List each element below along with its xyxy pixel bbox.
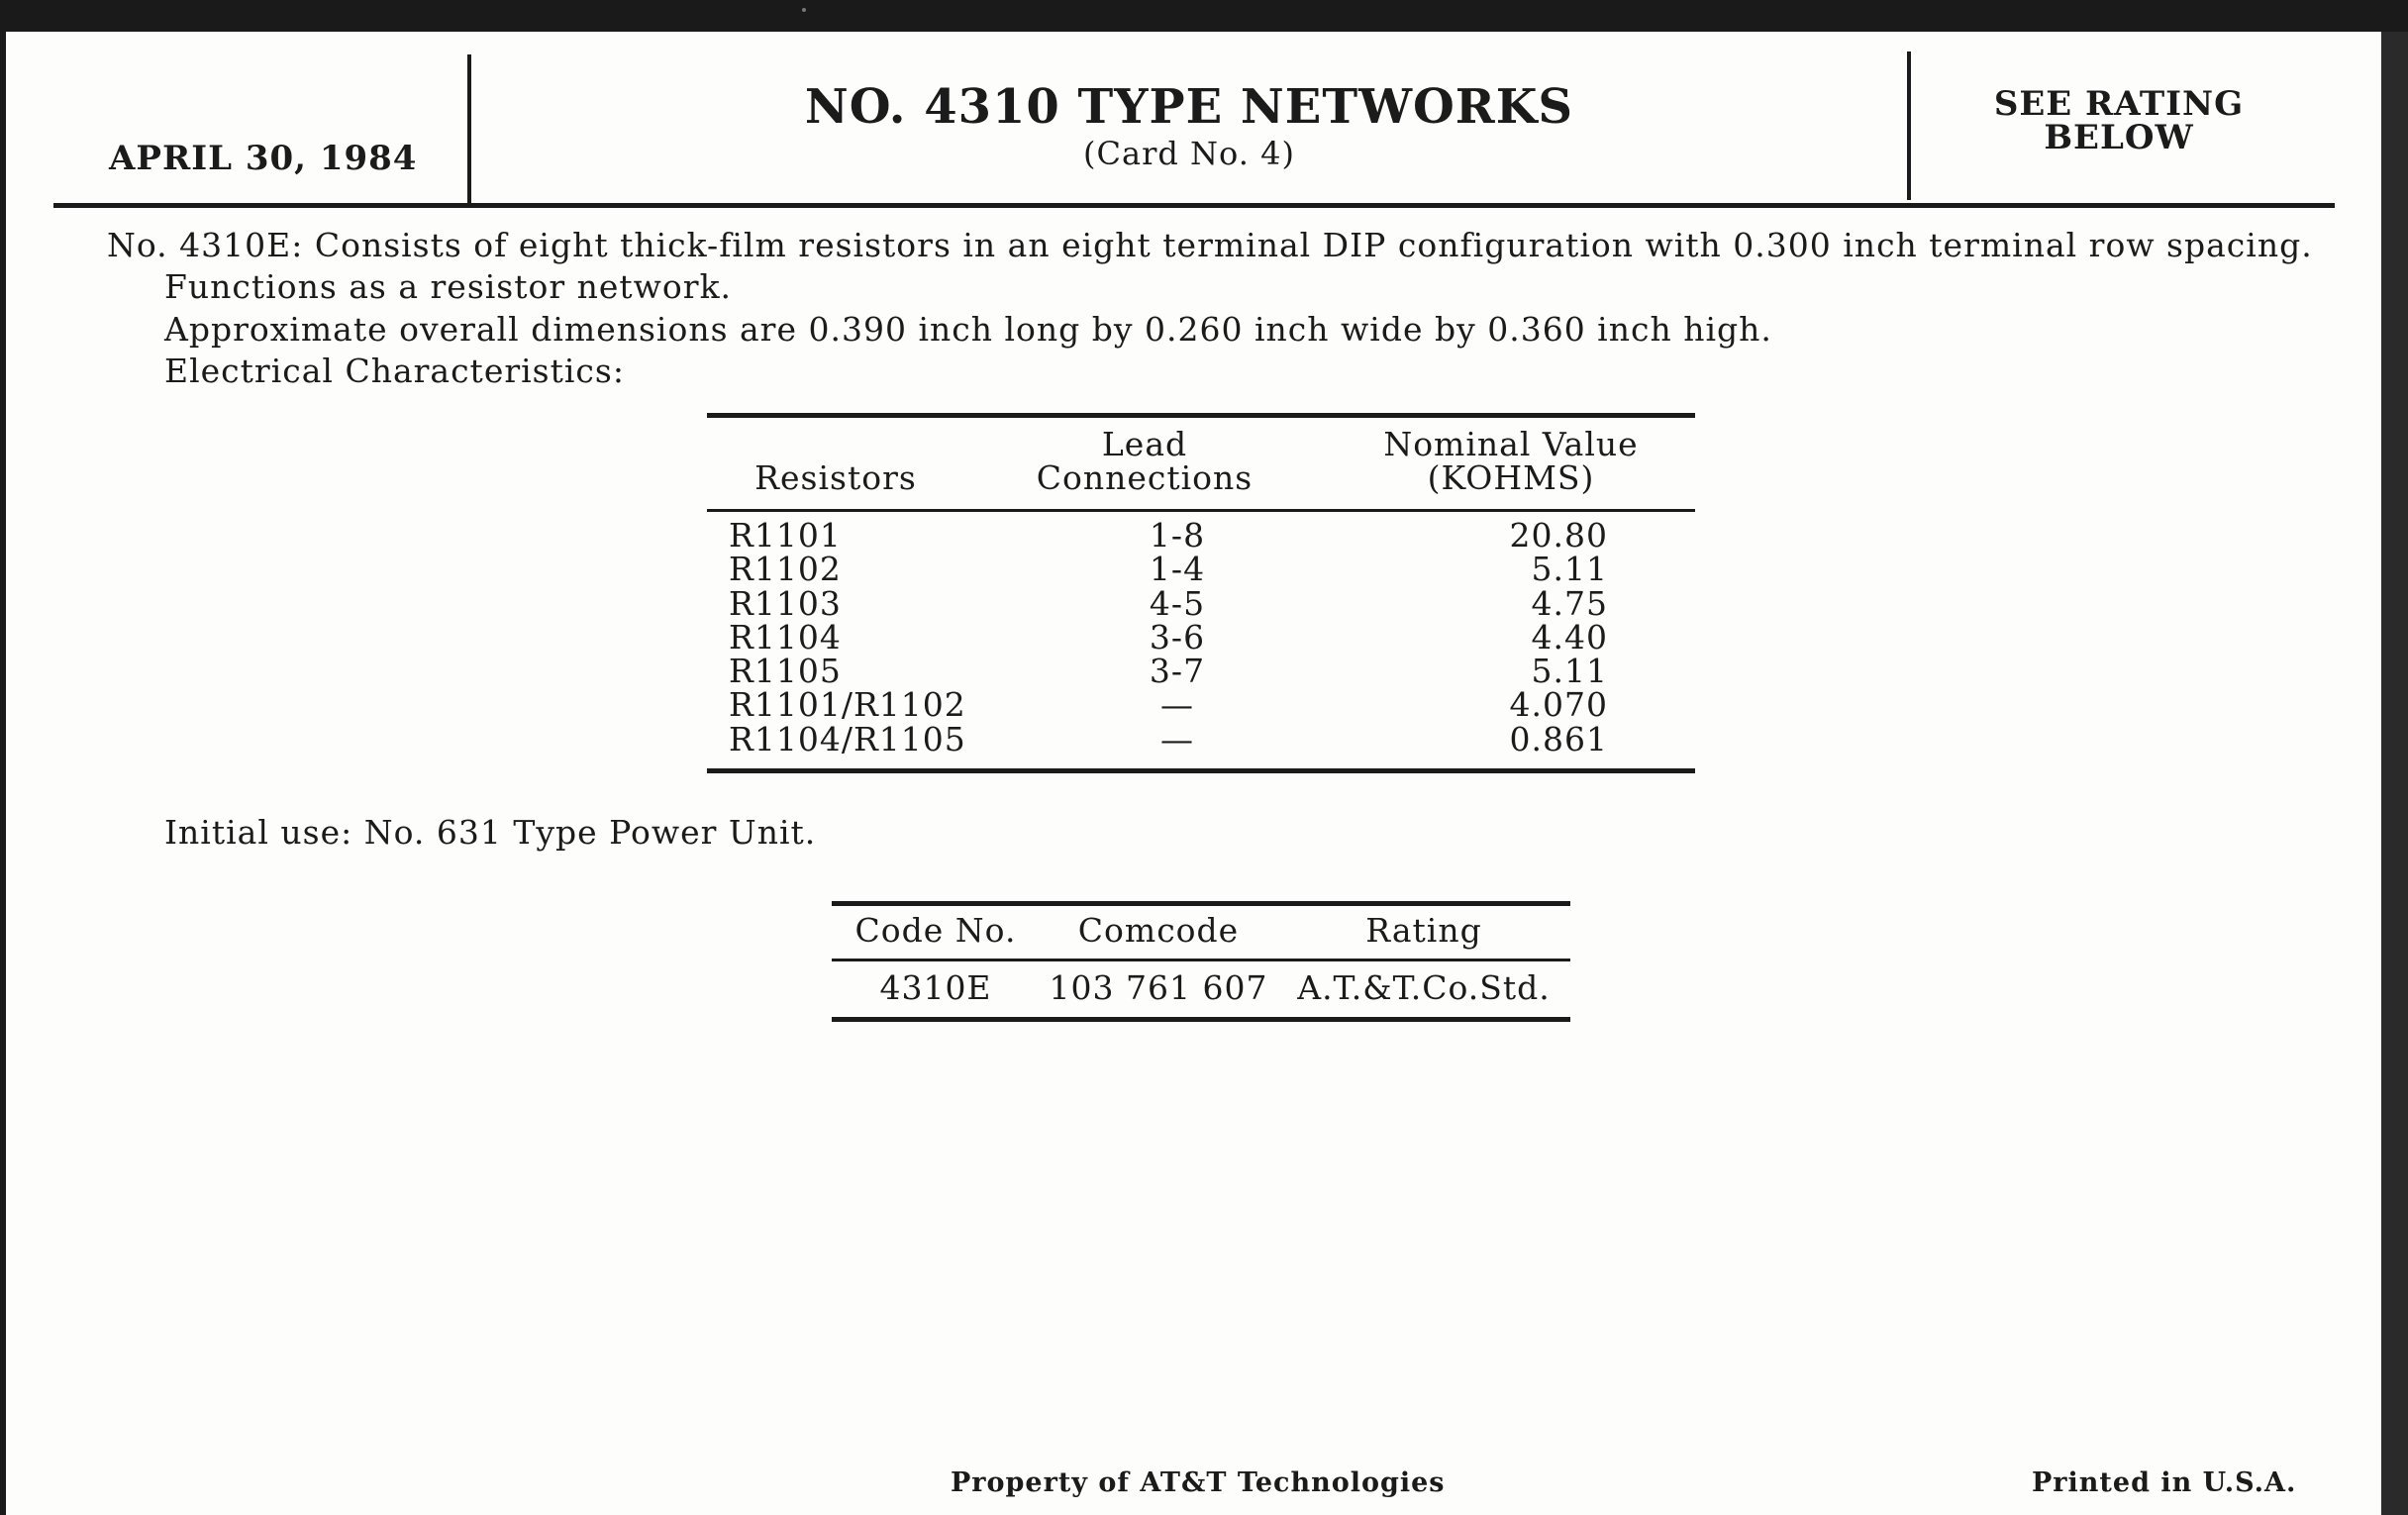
header-nominal-line2: (KOHMS): [1427, 458, 1595, 497]
resistor-table-bottom-rule: [707, 768, 1695, 773]
resistor-cell: R1104/R1105: [729, 719, 966, 758]
footer-printed: Printed in U.S.A.: [2032, 1467, 2297, 1498]
initial-use-note: Initial use: No. 631 Type Power Unit.: [164, 813, 817, 852]
resistor-cell: R1105: [729, 652, 842, 691]
electrical-characteristics-label: Electrical Characteristics:: [164, 352, 625, 390]
code-table-header-rule: [832, 959, 1570, 961]
scan-edge-shadow: [2381, 32, 2408, 1515]
lead-cell: —: [1160, 719, 1194, 758]
resistor-cell: R1101: [729, 516, 842, 555]
document-card: [6, 32, 2381, 1515]
header-nominal-line1: Nominal Value: [1383, 425, 1639, 463]
table-row: [707, 652, 1695, 691]
header-lead-line1: Lead: [1101, 425, 1188, 463]
value-cell: 0.861: [1509, 719, 1608, 758]
lead-cell: —: [1160, 685, 1194, 725]
lead-cell: 4-5: [1149, 583, 1206, 623]
rating-note: [1911, 84, 2327, 157]
resistor-cell: R1104: [729, 617, 842, 656]
resistor-table-header-lead: [1016, 425, 1273, 497]
table-row: [707, 617, 1695, 656]
table-row: [707, 719, 1695, 758]
lead-cell: 1-8: [1149, 516, 1206, 555]
lead-cell: 3-6: [1149, 617, 1206, 656]
header-lead-line2: Connections: [1036, 458, 1254, 497]
table-row: [707, 550, 1695, 589]
value-cell: 5.11: [1531, 652, 1608, 691]
resistor-table-top-rule: [707, 413, 1695, 418]
resistor-cell: R1102: [729, 550, 842, 589]
code-table-top-rule: [832, 901, 1570, 906]
footer-property: Property of AT&T Technologies: [951, 1467, 1446, 1498]
page-title: NO. 4310 TYPE NETWORKS: [804, 79, 1574, 135]
value-cell: 4.070: [1509, 685, 1608, 725]
code-table-header-code: Code No.: [854, 911, 1017, 950]
card-number: (Card No. 4): [1083, 135, 1295, 172]
header-rule: [53, 203, 2335, 208]
resistor-table-header-resistors: Resistors: [754, 458, 917, 497]
comcode-cell: 103 761 607: [1049, 968, 1268, 1007]
description-line-1: No. 4310E: Consists of eight thick-film resistors in an eight terminal DIP configuration with 0.300 inch terminal row spacing.: [107, 226, 2313, 264]
resistor-cell: R1101/R1102: [729, 685, 966, 725]
resistor-table-body: [707, 516, 1695, 758]
resistor-cell: R1103: [729, 583, 842, 623]
header-title-block: [471, 79, 1907, 172]
scan-mark: [802, 8, 806, 12]
card-date: APRIL 30, 1984: [109, 139, 418, 178]
value-cell: 5.11: [1531, 550, 1608, 589]
code-cell: 4310E: [879, 968, 992, 1007]
code-table-header-comcode: Comcode: [1077, 911, 1240, 950]
description-line-3: Approximate overall dimensions are 0.390 inch long by 0.260 inch wide by 0.360 inch high.: [164, 310, 1772, 349]
code-table-header-rating: Rating: [1365, 911, 1482, 950]
resistor-table-header-nominal: [1333, 425, 1689, 497]
rating-note-line2: BELOW: [2044, 118, 2194, 157]
table-row: [707, 516, 1695, 555]
rating-note-line1: SEE RATING: [1993, 84, 2245, 124]
table-row: [707, 685, 1695, 725]
table-row: [707, 583, 1695, 623]
rating-cell: A.T.&T.Co.Std.: [1297, 968, 1551, 1007]
value-cell: 20.80: [1509, 516, 1608, 555]
lead-cell: 3-7: [1149, 652, 1206, 691]
resistor-table-header-rule: [707, 509, 1695, 512]
value-cell: 4.75: [1531, 583, 1608, 623]
description-line-2: Functions as a resistor network.: [164, 267, 733, 306]
value-cell: 4.40: [1531, 617, 1608, 656]
lead-cell: 1-4: [1149, 550, 1206, 589]
code-table-bottom-rule: [832, 1017, 1570, 1022]
